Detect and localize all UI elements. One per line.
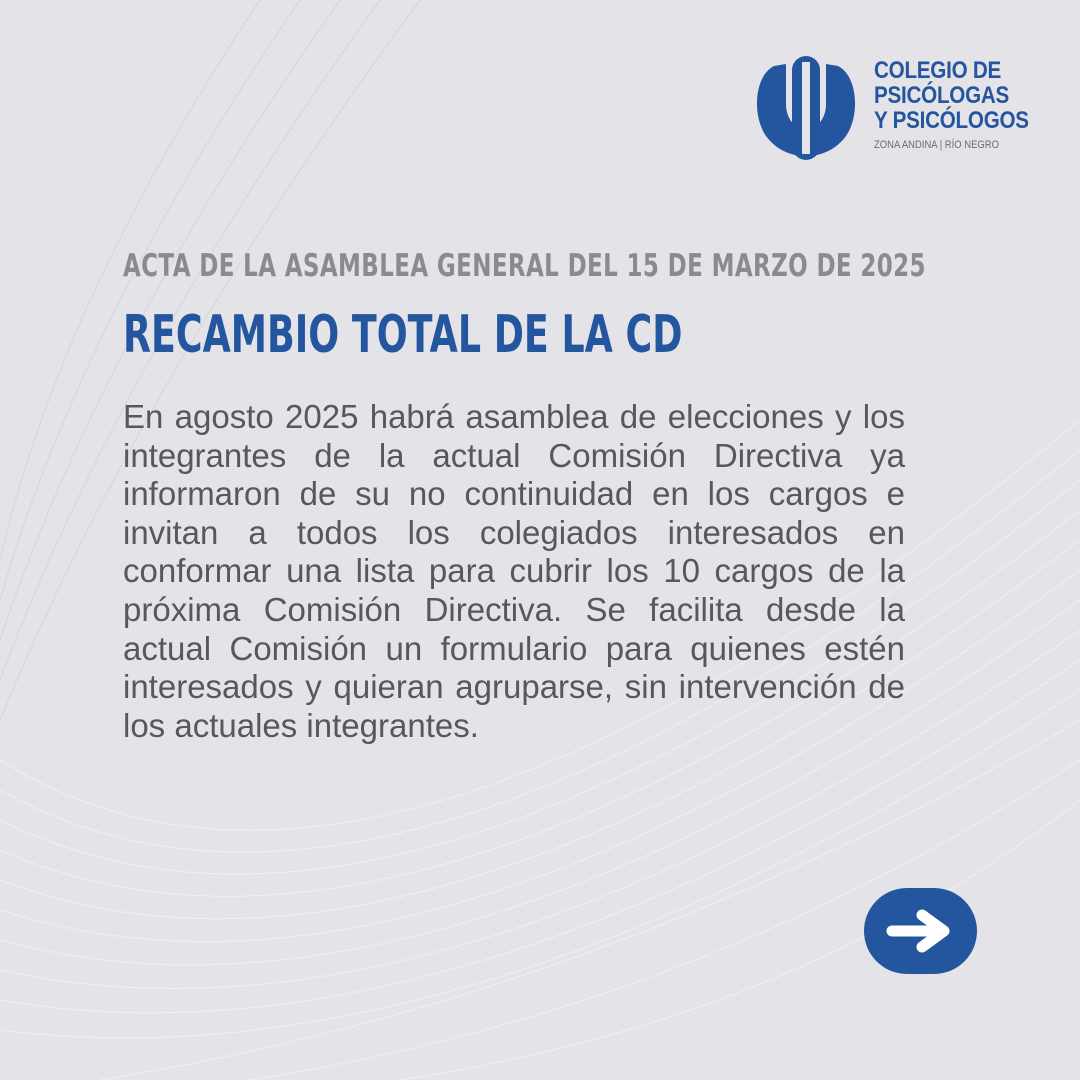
- college-logo: [752, 56, 1032, 166]
- post-kicker: ACTA DE LA ASAMBLEA GENERAL DEL 15 DE MARZO DE 2025: [123, 248, 926, 284]
- arrow-right-icon: [886, 908, 955, 954]
- logo-subtitle: ZONA ANDINA | RÍO NEGRO: [874, 139, 999, 151]
- logo-wordmark: [874, 58, 1054, 151]
- logo-line-3: Y PSICÓLOGOS: [874, 107, 1029, 134]
- post-body: En agosto 2025 habrá asamblea de elecciones y los integrantes de la actual Comisión Directiva ya informaron de su no continuidad en los cargos e invitan a todos los colegiados interesados en conformar una lista para cubrir los 10 cargos de la próxima Comisión Directiva. Se facilita desde la actual Comisión un formulario para quienes estén interesados y quieran agruparse, sin intervención de los actuales integrantes.: [123, 398, 905, 744]
- post-headline: RECAMBIO TOTAL DE LA CD: [123, 305, 683, 365]
- logo-line-2: PSICÓLOGAS: [874, 82, 1010, 109]
- psi-symbol-icon: [752, 56, 860, 160]
- next-button[interactable]: [864, 888, 977, 974]
- logo-line-1: COLEGIO DE: [874, 57, 1002, 84]
